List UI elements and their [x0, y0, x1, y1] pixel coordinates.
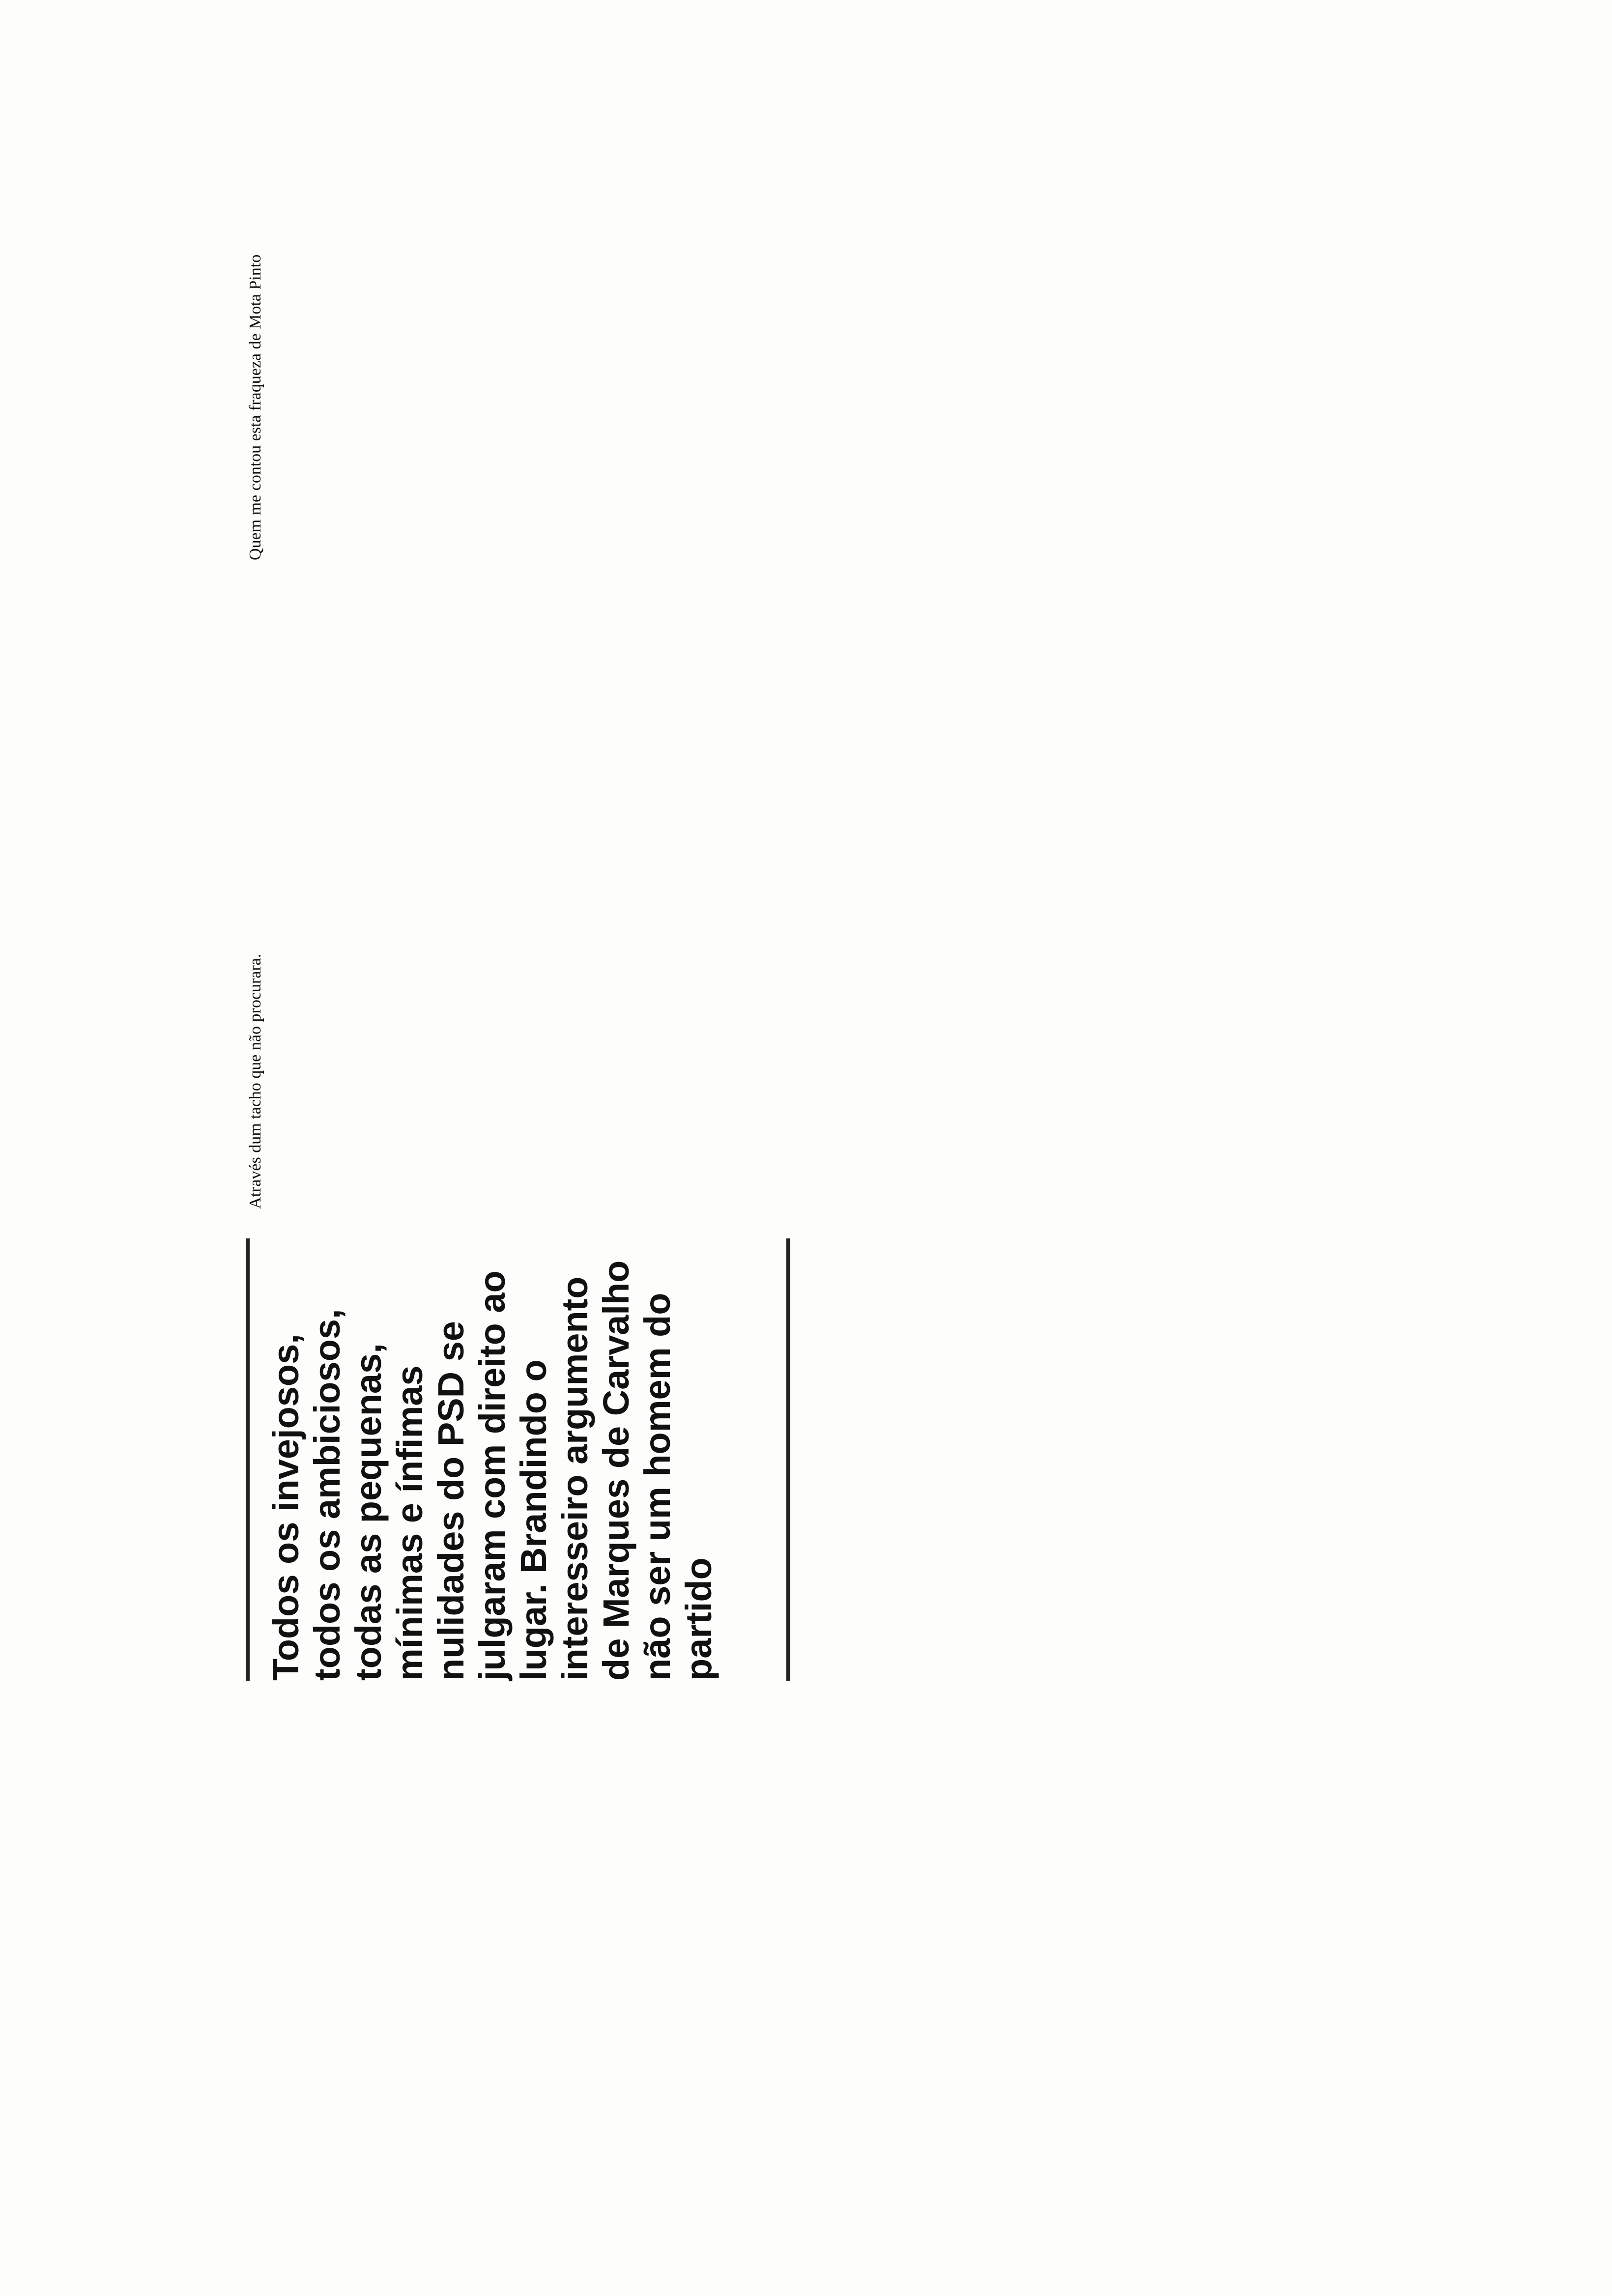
- column-2: [246, 1238, 1612, 1681]
- pull-quote: Todos os invejosos, todos os ambiciosos, todas as pequenas, mínimas e ínfimas nulidades do PSD se julgaram com direito ao lugar. Brandindo o interesseiro argumento de Marques de Carvalho não ser um homem do partido: [265, 1260, 719, 1681]
- rotated-article: [246, 88, 1612, 2152]
- pull-quote-bottom-rule: [786, 1238, 790, 1681]
- column-3-start: Através dum tacho que não procurara.: [246, 953, 264, 1209]
- column-5: [246, 118, 1612, 560]
- pull-quote-top-rule: [246, 1238, 250, 1681]
- column-5-line: Quem me contou esta fraqueza de Mota Pinto: [246, 254, 264, 560]
- column-3: [246, 767, 1612, 1209]
- column-1: [246, 1710, 1612, 2152]
